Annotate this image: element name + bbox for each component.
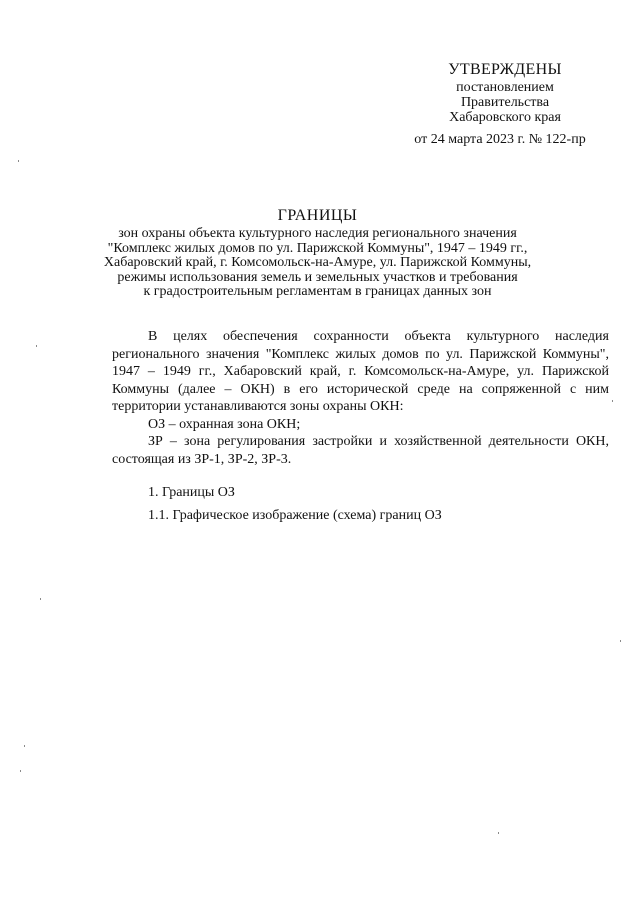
approval-title: УТВЕРЖДЕНЫ xyxy=(448,61,562,78)
zr-definition: ЗР – зона регулирования застройки и хозяйственной деятельности ОКН, состоящая из ЗР-1, ЗР-2, ЗР-3. xyxy=(112,434,609,467)
document-heading xyxy=(90,206,545,300)
heading-line: к градостроительным регламентам в границах данных зон xyxy=(143,284,492,299)
section-heading-1-1: 1.1. Графическое изображение (схема) границ ОЗ xyxy=(148,508,442,523)
approval-line: Хабаровского края xyxy=(449,110,561,125)
heading-title: ГРАНИЦЫ xyxy=(277,207,358,224)
scan-speck xyxy=(612,400,613,402)
scan-speck xyxy=(40,598,41,600)
scan-speck xyxy=(36,345,37,347)
scan-speck xyxy=(18,160,19,162)
heading-line: "Комплекс жилых домов по ул. Парижской Коммуны", 1947 – 1949 гг., xyxy=(107,240,528,256)
scan-speck xyxy=(24,745,25,747)
section-heading-1: 1. Границы ОЗ xyxy=(148,485,235,500)
heading-line: режимы использования земель и земельных участков и требования xyxy=(117,269,518,285)
heading-line: Хабаровский край, г. Комсомольск-на-Амуре, ул. Парижской Коммуны, xyxy=(103,255,532,270)
scan-speck xyxy=(620,640,621,642)
oz-definition: ОЗ – охранная зона ОКН; xyxy=(148,416,301,432)
scan-speck xyxy=(20,770,21,772)
approval-block xyxy=(390,60,610,149)
scan-speck xyxy=(498,832,499,834)
document-body xyxy=(112,328,609,468)
approval-date: от 24 марта 2023 г. № 122-пр xyxy=(414,132,586,147)
approval-line: постановлением xyxy=(456,80,554,95)
intro-paragraph: В целях обеспечения сохранности объекта культурного наследия регионального значения "Комплекс жилых домов по ул. Парижской Коммуны", 1947 – 1949 гг., Хабаровский край, г. Комсомольск-на-Амуре, ул. Парижской Коммуны (далее – ОКН) в его исторической среде на сопряженной с ним территории устанавливаются зоны охраны ОКН: xyxy=(112,329,609,414)
heading-line: зон охраны объекта культурного наследия регионального значения xyxy=(118,226,517,241)
approval-line: Правительства xyxy=(460,95,550,110)
